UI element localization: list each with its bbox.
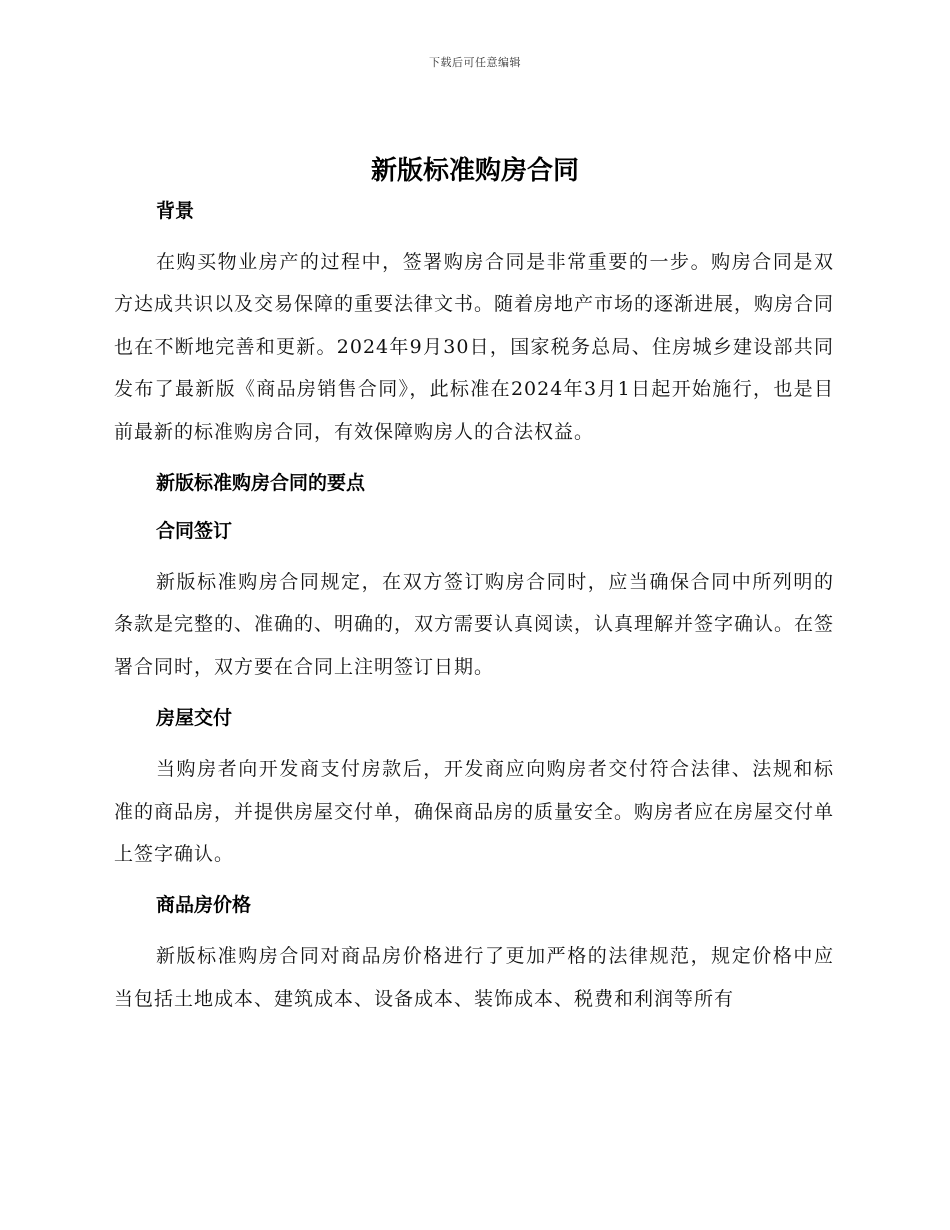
section-paragraph-house-price: 新版标准购房合同对商品房价格进行了更加严格的法律规范，规定价格中应当包括土地成本、建筑成本、设备成本、装饰成本、税费和利润等所有 — [114, 945, 834, 1010]
section-heading-house-price: 商品房价格 — [156, 894, 252, 917]
section-paragraph-house-delivery: 当购房者向开发商支付房款后，开发商应向购房者交付符合法律、法规和标准的商品房，并提供房屋交付单，确保商品房的质量安全。购房者应在房屋交付单上签字确认。 — [114, 758, 835, 866]
section-paragraph-contract-signing: 新版标准购房合同规定，在双方签订购房合同时，应当确保合同中所列明的条款是完整的、准确的、明确的，双方需要认真阅读，认真理解并签字确认。在签署合同时，双方要在合同上注明签订日期。 — [114, 571, 835, 678]
section-paragraph-background: 在购买物业房产的过程中，签署购房合同是非常重要的一步。购房合同是双方达成共识以及交易保障的重要法律文书。随着房地产市场的逐渐进展，购房合同也在不断地完善和更新。2024年9月30日，国家税务总局、住房城乡建设部共同发布了最新版《商品房销售合同》，此标准在2024年3月1日起开始施行，也是目前最新的标准购房合同，有效保障购房人的合法权益。 — [114, 251, 835, 443]
page-header-note: 下载后可任意编辑 — [429, 56, 521, 69]
section-heading-key-points: 新版标准购房合同的要点 — [156, 472, 366, 495]
section-heading-background: 背景 — [156, 200, 195, 222]
section-heading-house-delivery: 房屋交付 — [156, 707, 233, 730]
document-title: 新版标准购房合同 — [370, 156, 579, 186]
section-heading-contract-signing: 合同签订 — [156, 520, 233, 543]
document-body — [114, 193, 834, 1032]
